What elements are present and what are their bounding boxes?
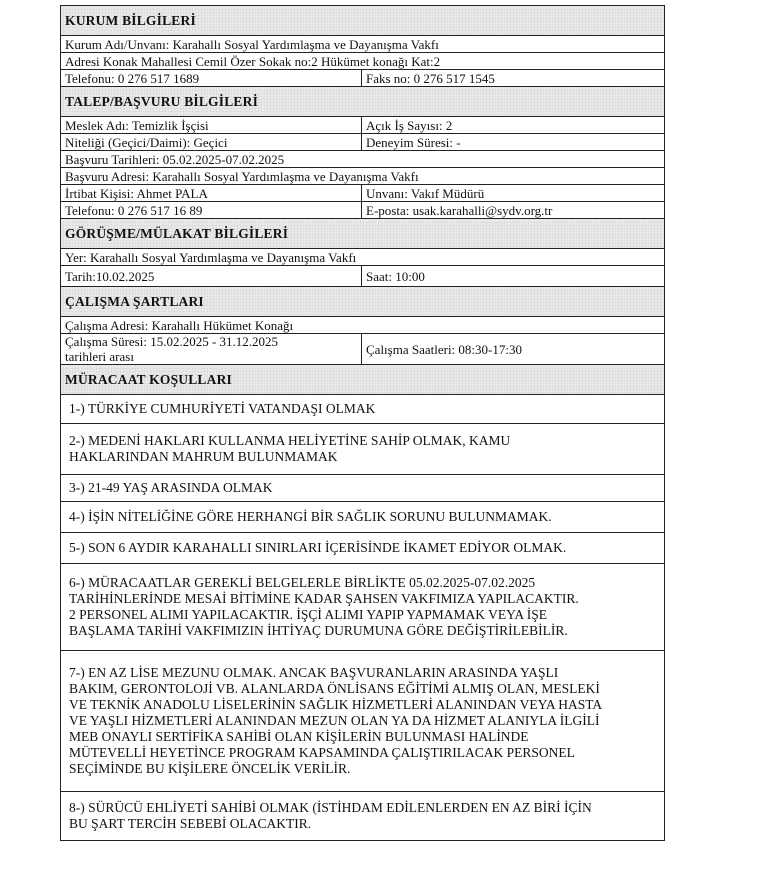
condition-line: MEB ONAYLI SERTİFİKA SAHİBİ OLAN KİŞİLERİN BULUNMASI HALİNDE bbox=[69, 729, 529, 744]
condition-line: 4-) İŞİN NİTELİĞİNE GÖRE HERHANGİ BİR SAĞLIK SORUNU BULUNMAMAK. bbox=[69, 509, 552, 524]
talep-meslek: Meslek Adı: Temizlik İşçisi bbox=[61, 117, 362, 134]
condition-line: MÜTEVELLİ HEYETİNCE PROGRAM KAPSAMINDA ÇALIŞTIRILACAK PERSONEL bbox=[69, 745, 575, 760]
condition-line: BAKIM, GERONTOLOJİ VB. ALANLARDA ÖNLİSANS EĞİTİMİ ALMIŞ OLAN, MESLEKİ bbox=[69, 681, 600, 696]
talep-acik-is: Açık İş Sayısı: 2 bbox=[362, 117, 665, 134]
talep-telefon: Telefonu: 0 276 517 16 89 bbox=[61, 202, 362, 219]
condition-line: BAŞLAMA TARİHİ VAKFIMIZIN İHTİYAÇ DURUMUNA GÖRE DEĞİŞTİRİLEBİLİR. bbox=[69, 623, 568, 638]
condition-line: VE TEKNİK ANADOLU LİSELERİNİN SAĞLIK HİZMETLERİ ALANINDAN VEYA HASTA bbox=[69, 697, 603, 712]
kurum-fax: Faks no: 0 276 517 1545 bbox=[362, 70, 665, 87]
calisma-sure-line2: tarihleri arası bbox=[65, 349, 134, 364]
condition-line: HAKLARINDAN MAHRUM BULUNMAMAK bbox=[69, 449, 338, 464]
document bbox=[60, 5, 664, 841]
calisma-sure bbox=[61, 334, 362, 365]
condition-1 bbox=[61, 395, 665, 424]
condition-line: TARİHİNLERİNDE MESAİ BİTİMİNE KADAR ŞAHSEN VAKFIMIZA YAPILACAKTIR. bbox=[69, 591, 579, 606]
kurum-header: KURUM BİLGİLERİ bbox=[61, 6, 665, 36]
talep-deneyim: Deneyim Süresi: - bbox=[362, 134, 665, 151]
info-table bbox=[60, 5, 665, 841]
condition-line: 1-) TÜRKİYE CUMHURİYETİ VATANDAŞI OLMAK bbox=[69, 401, 376, 416]
talep-unvan: Unvanı: Vakıf Müdürü bbox=[362, 185, 665, 202]
condition-line: 7-) EN AZ LİSE MEZUNU OLMAK. ANCAK BAŞVURANLARIN ARASINDA YAŞLI bbox=[69, 665, 559, 680]
talep-irtibat: İrtibat Kişisi: Ahmet PALA bbox=[61, 185, 362, 202]
condition-4 bbox=[61, 502, 665, 533]
condition-line: 5-) SON 6 AYDIR KARAHALLI SINIRLARI İÇERİSİNDE İKAMET EDİYOR OLMAK. bbox=[69, 540, 567, 555]
condition-line: BU ŞART TERCİH SEBEBİ OLACAKTIR. bbox=[69, 816, 312, 831]
muracaat-header: MÜRACAAT KOŞULLARI bbox=[61, 365, 665, 395]
condition-line: SEÇİMİNDE BU KİŞİLERE ÖNCELİK VERİLİR. bbox=[69, 761, 351, 776]
calisma-header: ÇALIŞMA ŞARTLARI bbox=[61, 287, 665, 317]
calisma-adres: Çalışma Adresi: Karahallı Hükümet Konağı bbox=[61, 317, 665, 334]
kurum-phone: Telefonu: 0 276 517 1689 bbox=[61, 70, 362, 87]
condition-7 bbox=[61, 651, 665, 792]
gorusme-header: GÖRÜŞME/MÜLAKAT BİLGİLERİ bbox=[61, 219, 665, 249]
condition-5 bbox=[61, 533, 665, 564]
gorusme-saat: Saat: 10:00 bbox=[362, 266, 665, 287]
talep-nitelik: Niteliği (Geçici/Daimi): Geçici bbox=[61, 134, 362, 151]
gorusme-yer: Yer: Karahallı Sosyal Yardımlaşma ve Dayanışma Vakfı bbox=[61, 249, 665, 266]
condition-3 bbox=[61, 475, 665, 502]
condition-line: 6-) MÜRACAATLAR GEREKLİ BELGELERLE BİRLİKTE 05.02.2025-07.02.2025 bbox=[69, 575, 536, 590]
condition-line: 2-) MEDENİ HAKLARI KULLANMA HELİYETİNE SAHİP OLMAK, KAMU bbox=[69, 433, 511, 448]
kurum-address: Adresi Konak Mahallesi Cemil Özer Sokak no:2 Hükümet konağı Kat:2 bbox=[61, 53, 665, 70]
talep-adres: Başvuru Adresi: Karahallı Sosyal Yardımlaşma ve Dayanışma Vakfı bbox=[61, 168, 665, 185]
talep-eposta: E-posta: usak.karahalli@sydv.org.tr bbox=[362, 202, 665, 219]
condition-8 bbox=[61, 792, 665, 841]
condition-line: 8-) SÜRÜCÜ EHLİYETİ SAHİBİ OLMAK (İSTİHDAM EDİLENLERDEN EN AZ BİRİ İÇİN bbox=[69, 800, 592, 815]
kurum-name: Kurum Adı/Unvanı: Karahallı Sosyal Yardımlaşma ve Dayanışma Vakfı bbox=[61, 36, 665, 53]
condition-6 bbox=[61, 564, 665, 651]
talep-header: TALEP/BAŞVURU BİLGİLERİ bbox=[61, 87, 665, 117]
condition-line: 3-) 21-49 YAŞ ARASINDA OLMAK bbox=[69, 480, 273, 495]
calisma-sure-line1: Çalışma Süresi: 15.02.2025 - 31.12.2025 bbox=[65, 334, 279, 349]
gorusme-tarih: Tarih:10.02.2025 bbox=[61, 266, 362, 287]
talep-tarih: Başvuru Tarihleri: 05.02.2025-07.02.2025 bbox=[61, 151, 665, 168]
condition-2 bbox=[61, 424, 665, 475]
calisma-saatler: Çalışma Saatleri: 08:30-17:30 bbox=[362, 334, 665, 365]
condition-line: 2 PERSONEL ALIMI YAPILACAKTIR. İŞÇİ ALIMI YAPIP YAPMAMAK VEYA İŞE bbox=[69, 607, 548, 622]
condition-line: VE YAŞLI HİZMETLERİ ALANINDAN MEZUN OLAN YA DA HİZMET ALANIYLA İLGİLİ bbox=[69, 713, 600, 728]
